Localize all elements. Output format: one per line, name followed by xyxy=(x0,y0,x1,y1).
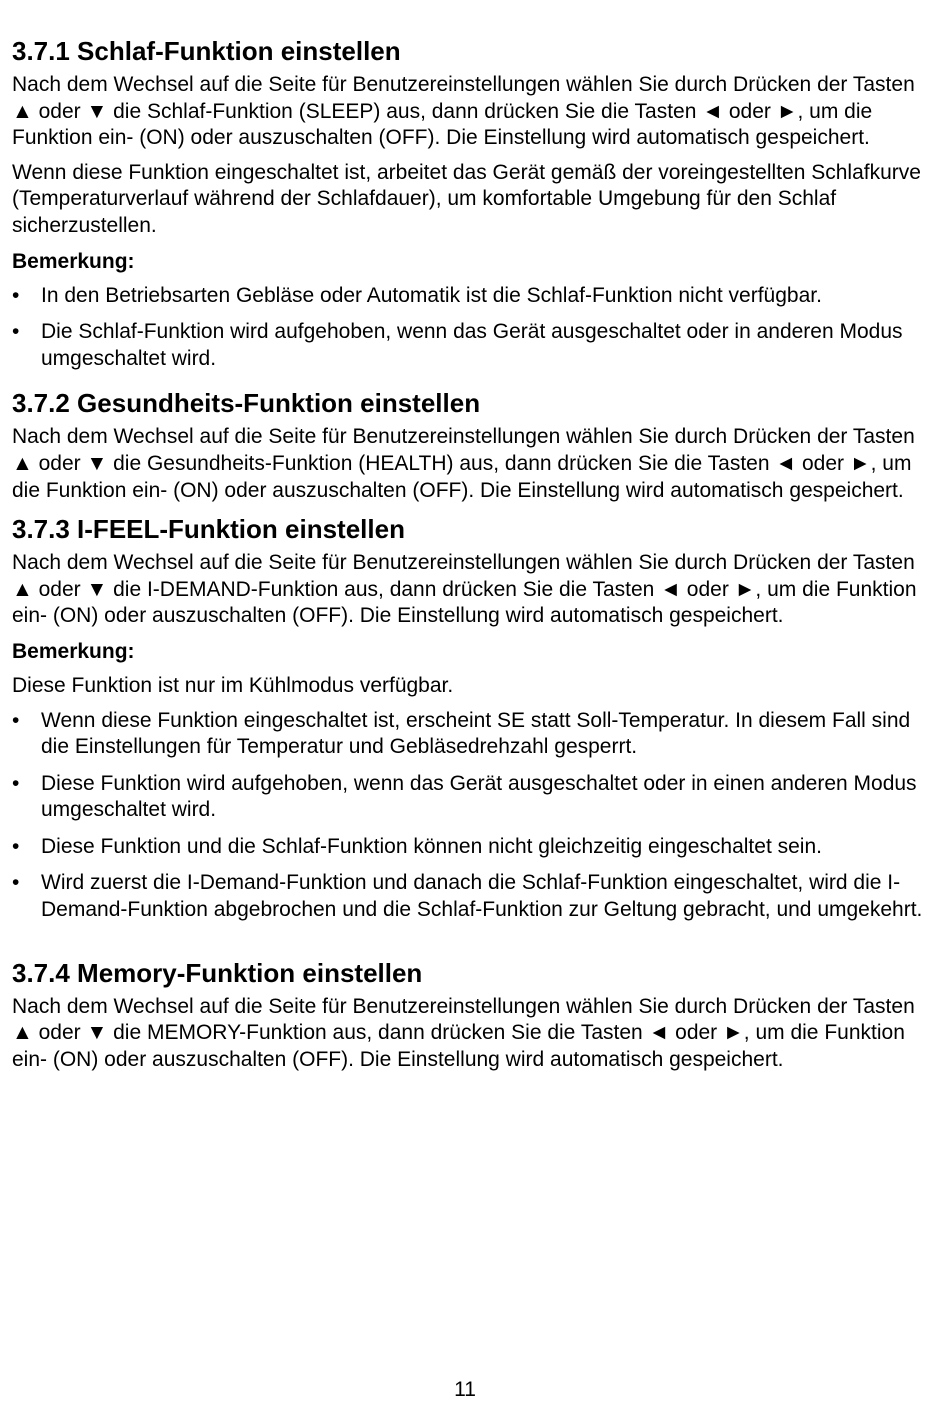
section-sleep-function xyxy=(12,34,932,372)
list-item-text: In den Betriebsarten Gebläse oder Automatik ist die Schlaf-Funktion nicht verfügbar. xyxy=(41,283,822,307)
section-heading: 3.7.2 Gesundheits-Funktion einstellen xyxy=(12,388,481,419)
paragraph: Nach dem Wechsel auf die Seite für Benutzereinstellungen wählen Sie durch Drücken der Tasten ▲ oder ▼ die Schlaf-Funktion (SLEEP) aus, dann drücken Sie die Tasten ◄ oder ►, um die Funktion ein- (ON) oder auszuschalten (OFF). Die Einstellung wird automatisch gespeichert. xyxy=(12,73,915,150)
section-heading: 3.7.1 Schlaf-Funktion einstellen xyxy=(12,36,401,66)
section-health-function xyxy=(12,386,932,504)
remark-label: Bemerkung: xyxy=(12,249,135,273)
list-item xyxy=(12,283,932,310)
bullet-icon: • xyxy=(12,834,20,858)
bullet-icon: • xyxy=(12,871,20,895)
bullet-icon: • xyxy=(12,283,20,307)
bullet-icon: • xyxy=(12,320,20,344)
paragraph: Nach dem Wechsel auf die Seite für Benutzereinstellungen wählen Sie durch Drücken der Tasten ▲ oder ▼ die I-DEMAND-Funktion aus, dann drücken Sie die Tasten ◄ oder ►, um die Funktion ein- (ON) oder auszuschalten (OFF). Die Einstellung wird automatisch gespeichert. xyxy=(12,551,917,628)
list-item xyxy=(12,319,932,372)
list-item-text: Wird zuerst die I-Demand-Funktion und danach die Schlaf-Funktion eingeschaltet, wird die I-Demand-Funktion abgebrochen und die Schlaf-Funktion zur Geltung gebracht, und umgekehrt. xyxy=(41,871,923,922)
bullet-list xyxy=(12,283,932,373)
list-item-text: Wenn diese Funktion eingeschaltet ist, erscheint SE statt Soll-Temperatur. In diesem Fall sind die Einstellungen für Temperatur und Gebläsedrehzahl gesperrt. xyxy=(41,708,911,759)
bullet-icon: • xyxy=(12,771,20,795)
document-page xyxy=(12,34,932,1081)
paragraph: Nach dem Wechsel auf die Seite für Benutzereinstellungen wählen Sie durch Drücken der Tasten ▲ oder ▼ die Gesundheits-Funktion (HEALTH) aus, dann drücken Sie die Tasten ◄ oder ►, um die Funktion ein- (ON) oder auszuschalten (OFF). Die Einstellung wird automatisch gespeichert. xyxy=(12,425,915,502)
list-item xyxy=(12,834,932,861)
list-item-text: Diese Funktion und die Schlaf-Funktion können nicht gleichzeitig eingeschaltet sein. xyxy=(41,834,822,858)
remark-label: Bemerkung: xyxy=(12,639,135,663)
list-item xyxy=(12,771,932,824)
section-heading: 3.7.3 I-FEEL-Funktion einstellen xyxy=(12,514,405,545)
list-item xyxy=(12,708,932,761)
section-memory-function xyxy=(12,956,932,1074)
list-item-text: Die Schlaf-Funktion wird aufgehoben, wenn das Gerät ausgeschaltet oder in anderen Modus umgeschaltet wird. xyxy=(41,320,903,370)
list-item-text: Diese Funktion wird aufgehoben, wenn das Gerät ausgeschaltet oder in einen anderen Modus umgeschaltet wird. xyxy=(41,771,917,822)
section-heading: 3.7.4 Memory-Funktion einstellen xyxy=(12,957,423,988)
paragraph: Wenn diese Funktion eingeschaltet ist, arbeitet das Gerät gemäß der voreingestellten Schlafkurve (Temperaturverlauf während der Schlafdauer), um komfortable Umgebung für den Schlaf sicherzustellen. xyxy=(12,160,921,237)
bullet-list xyxy=(12,708,932,924)
page-number: 11 xyxy=(454,1378,476,1401)
paragraph: Nach dem Wechsel auf die Seite für Benutzereinstellungen wählen Sie durch Drücken der Tasten ▲ oder ▼ die MEMORY-Funktion aus, dann drücken Sie die Tasten ◄ oder ►, um die Funktion ein- (ON) oder auszuschalten (OFF). Die Einstellung wird automatisch gespeichert. xyxy=(12,994,915,1071)
section-ifeel-function xyxy=(12,512,932,924)
remark-text: Diese Funktion ist nur im Kühlmodus verfügbar. xyxy=(12,673,454,697)
list-item xyxy=(12,870,932,923)
bullet-icon: • xyxy=(12,708,20,732)
